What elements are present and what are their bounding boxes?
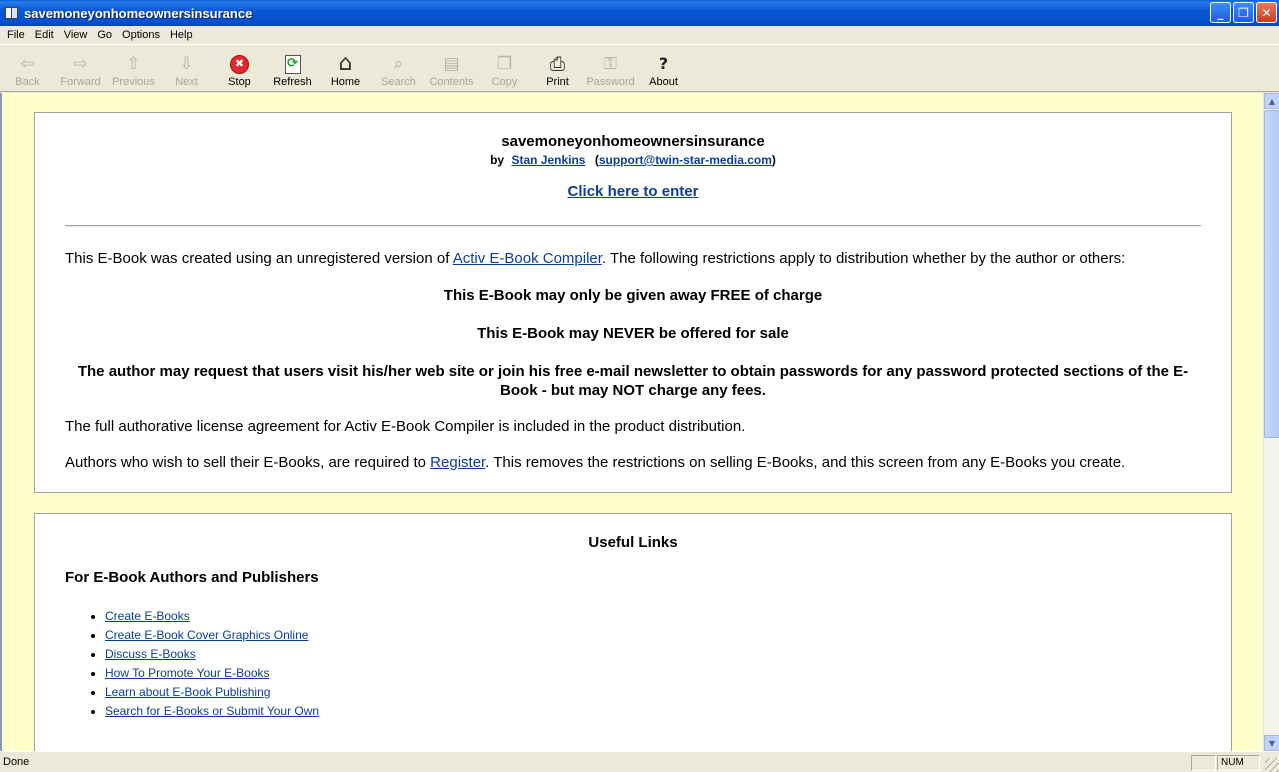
maximize-button[interactable]: ❐	[1233, 2, 1254, 23]
print-button[interactable]	[531, 45, 584, 91]
toolbar	[0, 44, 1279, 92]
link-promote-ebooks[interactable]: How To Promote Your E-Books	[105, 666, 270, 680]
stop-button[interactable]	[213, 45, 266, 91]
copy-label: Copy	[491, 76, 518, 88]
up-arrow-icon: ⇧	[126, 54, 141, 74]
register-text-2: . This removes the restrictions on selling E-Books, and this screen from any E-Books you create.	[485, 454, 1126, 471]
menu-options[interactable]: Options	[122, 29, 160, 41]
close-paren: )	[771, 153, 776, 167]
forward-label: Forward	[60, 76, 101, 88]
contents-button[interactable]	[425, 45, 478, 91]
intro-text-2: . The following restrictions apply to distribution whether by the author or others:	[601, 250, 1126, 267]
license-paragraph: The full authorative license agreement for Activ E-Book Compiler is included in the product distribution.	[65, 418, 746, 435]
num-lock-indicator: NUM	[1217, 755, 1260, 771]
menu-file[interactable]: File	[7, 29, 25, 41]
print-label: Print	[546, 76, 569, 88]
search-button[interactable]	[372, 45, 425, 91]
link-cover-graphics[interactable]: Create E-Book Cover Graphics Online	[105, 628, 309, 642]
menu-help[interactable]: Help	[169, 29, 193, 41]
window-title: savemoneyonhomeownersinsurance	[24, 5, 253, 21]
book-icon	[4, 5, 20, 21]
useful-links-list	[105, 608, 319, 722]
contents-icon: ▤	[443, 54, 460, 74]
link-learn-publishing[interactable]: Learn about E-Book Publishing	[105, 685, 271, 699]
refresh-button[interactable]	[266, 45, 319, 91]
about-button[interactable]	[637, 45, 690, 91]
divider	[65, 225, 1201, 227]
refresh-label: Refresh	[273, 76, 312, 88]
menu-view[interactable]: View	[63, 29, 88, 41]
restriction-sale: This E-Book may NEVER be offered for sale	[477, 325, 789, 342]
list-item	[105, 627, 319, 646]
about-label: About	[649, 76, 678, 88]
minimize-button[interactable]: _	[1210, 2, 1231, 23]
status-text: Done	[3, 756, 30, 768]
home-button[interactable]	[319, 45, 372, 91]
menu-go[interactable]: Go	[97, 29, 113, 41]
back-arrow-icon: ⇦	[20, 54, 35, 74]
close-button[interactable]: ✕	[1256, 2, 1277, 23]
back-label: Back	[15, 76, 40, 88]
status-cell-empty	[1191, 755, 1216, 771]
print-icon: ⎙	[549, 53, 566, 75]
vertical-scrollbar[interactable]	[1263, 93, 1279, 751]
intro-text-1: This E-Book was created using an unregistered version of	[65, 250, 453, 267]
password-button[interactable]	[584, 45, 637, 91]
previous-button[interactable]	[107, 45, 160, 91]
scroll-up-icon[interactable]: ▲	[1264, 93, 1279, 109]
menu-edit[interactable]: Edit	[34, 29, 54, 41]
by-label: by	[490, 153, 505, 167]
useful-links-panel	[34, 513, 1232, 751]
copy-button[interactable]	[478, 45, 531, 91]
down-arrow-icon: ⇩	[179, 54, 194, 74]
stop-icon	[229, 53, 251, 75]
list-item	[105, 608, 319, 627]
search-icon: ⌕	[393, 54, 404, 74]
resize-grip-icon[interactable]	[1265, 758, 1279, 772]
email-link[interactable]: support@twin-star-media.com	[598, 153, 772, 167]
register-link[interactable]: Register	[430, 454, 486, 471]
link-discuss-ebooks[interactable]: Discuss E-Books	[105, 647, 196, 661]
forward-button[interactable]	[54, 45, 107, 91]
scroll-down-icon[interactable]: ▼	[1264, 735, 1279, 751]
refresh-icon	[282, 53, 304, 75]
next-button[interactable]	[160, 45, 213, 91]
copy-icon: ❐	[496, 54, 513, 74]
menu-bar	[0, 26, 1279, 44]
next-label: Next	[175, 76, 198, 88]
enter-link-wrap	[35, 183, 1231, 200]
list-item	[105, 646, 319, 665]
link-search-ebooks[interactable]: Search for E-Books or Submit Your Own	[105, 704, 320, 718]
open-paren: (	[594, 153, 599, 167]
refresh-glyph: ⟳	[285, 55, 301, 74]
contents-label: Contents	[429, 76, 474, 88]
author-link[interactable]: Stan Jenkins	[511, 153, 586, 167]
intro-paragraph	[65, 250, 1205, 267]
title-bar	[0, 0, 1279, 26]
stop-label: Stop	[228, 76, 251, 88]
password-label: Password	[586, 76, 635, 88]
stop-glyph: ✖	[230, 55, 249, 74]
status-bar	[0, 751, 1279, 772]
scroll-thumb[interactable]	[1264, 110, 1279, 438]
list-item	[105, 703, 319, 722]
book-title: savemoneyonhomeownersinsurance	[501, 133, 765, 150]
link-create-ebooks[interactable]: Create E-Books	[105, 609, 190, 623]
list-item	[105, 665, 319, 684]
back-button[interactable]	[1, 45, 54, 91]
key-icon: ⚿	[604, 54, 617, 74]
register-paragraph	[65, 454, 1205, 471]
restriction-fees: The author may request that users visit his/her web site or join his free e-mail newsletter to obtain passwords for any password protected sections of the E-Book - but may NOT charge any fees.	[77, 363, 1189, 399]
previous-label: Previous	[112, 76, 155, 88]
search-label: Search	[381, 76, 416, 88]
register-text-1: Authors who wish to sell their E-Books, are required to	[65, 454, 431, 471]
home-icon: ⌂	[338, 51, 353, 76]
byline	[35, 153, 1231, 167]
restriction-free: This E-Book may only be given away FREE of charge	[443, 287, 823, 304]
compiler-link[interactable]: Activ E-Book Compiler	[452, 250, 602, 267]
forward-arrow-icon: ⇨	[73, 54, 88, 74]
authors-heading: For E-Book Authors and Publishers	[65, 569, 319, 586]
content-viewport	[0, 93, 1263, 751]
list-item	[105, 684, 319, 703]
useful-links-title: Useful Links	[588, 534, 678, 551]
license-panel	[34, 112, 1232, 493]
enter-link[interactable]: Click here to enter	[567, 183, 699, 200]
question-icon: ?	[658, 54, 669, 73]
home-label: Home	[330, 76, 361, 88]
